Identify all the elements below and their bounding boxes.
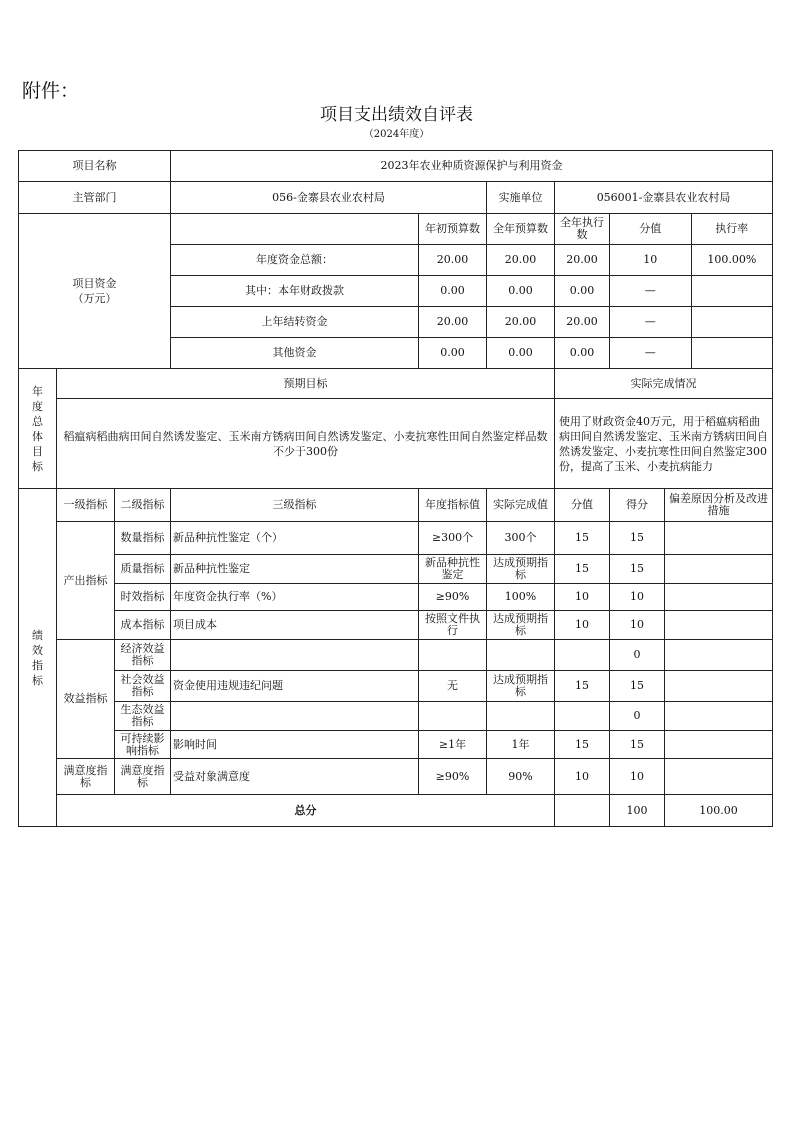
- header-reason: 偏差原因分析及改进措施: [665, 489, 773, 522]
- funds-row-init: 0.00: [419, 338, 487, 369]
- header-score-val: 分值: [555, 489, 610, 522]
- funds-row-name: 其中：本年财政拨款: [171, 276, 419, 307]
- indicator-level2: 社会效益指标: [115, 671, 171, 702]
- header-level1: 一级指标: [57, 489, 115, 522]
- header-actual: 实际完成值: [487, 489, 555, 522]
- indicator-reason: [665, 555, 773, 584]
- indicator-reason: [665, 702, 773, 731]
- indicator-score-val: 10: [555, 611, 610, 640]
- indicator-score: 15: [610, 555, 665, 584]
- indicator-score: 10: [610, 611, 665, 640]
- goals-label: 年 度 总 体 目 标: [19, 369, 57, 489]
- indicator-level2: 成本指标: [115, 611, 171, 640]
- indicator-reason: [665, 640, 773, 671]
- indicator-level2: 数量指标: [115, 522, 171, 555]
- indicator-score: 0: [610, 702, 665, 731]
- benefit-indicators-label: 效益指标: [57, 640, 115, 759]
- funds-row-score-val: —: [610, 338, 692, 368]
- funds-row-split: [610, 245, 773, 276]
- indicator-actual: 达成预期指标: [487, 671, 555, 702]
- funds-row-split: [610, 307, 773, 338]
- funds-row-init: 0.00: [419, 276, 487, 307]
- indicator-level2: 质量指标: [115, 555, 171, 584]
- indicator-score-val: [555, 702, 610, 731]
- funds-row-exec: 0.00: [555, 338, 610, 369]
- indicator-reason: [665, 759, 773, 795]
- header-level3: 三级指标: [171, 489, 419, 522]
- indicator-reason: [665, 671, 773, 702]
- indicator-score: 10: [610, 759, 665, 795]
- indicator-score-val: 15: [555, 522, 610, 555]
- output-indicators-label: 产出指标: [57, 522, 115, 640]
- indicator-target: ≥300个: [419, 522, 487, 555]
- indicator-level2: 满意度指标: [115, 759, 171, 795]
- indicator-actual: 300个: [487, 522, 555, 555]
- indicator-score-val: 15: [555, 555, 610, 584]
- indicator-actual: 100%: [487, 584, 555, 611]
- unit-label: 实施单位: [487, 182, 555, 214]
- funds-row-score-val: 10: [610, 245, 692, 275]
- goals-expected-text: 稻瘟病稻曲病田间自然诱发鉴定、玉米南方锈病田间自然诱发鉴定、小麦抗寒性田间自然鉴定样品数不少于300份: [57, 399, 555, 489]
- indicator-target: 新品种抗性鉴定: [419, 555, 487, 584]
- indicators-label: 绩 效 指 标: [19, 489, 57, 827]
- indicator-reason: [665, 522, 773, 555]
- header-target: 年度指标值: [419, 489, 487, 522]
- indicator-level2: 可持续影响指标: [115, 731, 171, 759]
- funds-header-init: 年初预算数: [419, 214, 487, 245]
- funds-row-rate: [692, 276, 773, 306]
- indicator-score-val: [555, 640, 610, 671]
- page-title: 项目支出绩效自评表: [320, 105, 473, 125]
- goals-actual-text: 使用了财政资金40万元，用于稻瘟病稻曲病田间自然诱发鉴定、玉米南方锈病田间自然诱发鉴定、小麦抗寒性田间自然鉴定300份，提高了玉米、小麦抗病能力: [555, 399, 773, 489]
- funds-header-full: 全年预算数: [487, 214, 555, 245]
- total-score: 100.00: [665, 795, 773, 827]
- indicator-level2: 生态效益指标: [115, 702, 171, 731]
- indicator-level3: [171, 702, 419, 731]
- project-name-label: 项目名称: [19, 151, 171, 182]
- funds-row-init: 20.00: [419, 307, 487, 338]
- indicator-level2: 经济效益指标: [115, 640, 171, 671]
- funds-row-split: [610, 276, 773, 307]
- goals-actual-label: 实际完成情况: [555, 369, 773, 399]
- indicator-actual: [487, 702, 555, 731]
- indicator-score: 0: [610, 640, 665, 671]
- indicator-level3: 年度资金执行率（%）: [171, 584, 419, 611]
- funds-row-full: 20.00: [487, 307, 555, 338]
- header-score: 得分: [610, 489, 665, 522]
- funds-row-name: 上年结转资金: [171, 307, 419, 338]
- indicator-score: 15: [610, 731, 665, 759]
- funds-row-score-val: —: [610, 276, 692, 306]
- indicator-reason: [665, 611, 773, 640]
- funds-row-name: 其他资金: [171, 338, 419, 369]
- indicator-level3: 资金使用违规违纪问题: [171, 671, 419, 702]
- indicator-score: 10: [610, 584, 665, 611]
- project-name: 2023年农业种质资源保护与利用资金: [171, 151, 773, 182]
- funds-header-blank: [171, 214, 419, 245]
- indicator-level3: 影响时间: [171, 731, 419, 759]
- dept-label: 主管部门: [19, 182, 171, 214]
- indicator-target: [419, 640, 487, 671]
- funds-row-full: 0.00: [487, 276, 555, 307]
- indicator-level2: 时效指标: [115, 584, 171, 611]
- indicator-level3: 受益对象满意度: [171, 759, 419, 795]
- indicator-actual: 90%: [487, 759, 555, 795]
- funds-header-exec: 全年执行数: [555, 214, 610, 245]
- indicator-actual: 1年: [487, 731, 555, 759]
- indicator-target: 无: [419, 671, 487, 702]
- indicator-score: 15: [610, 671, 665, 702]
- indicator-target: ≥1年: [419, 731, 487, 759]
- indicator-score-val: 15: [555, 671, 610, 702]
- total-score-val: 100: [610, 795, 665, 827]
- year-subtitle: （2024年度）: [363, 129, 430, 140]
- satisfaction-indicators-label: 满意度指标: [57, 759, 115, 795]
- indicator-score: 15: [610, 522, 665, 555]
- header-level2: 二级指标: [115, 489, 171, 522]
- indicator-score-val: 10: [555, 584, 610, 611]
- goals-expected-label: 预期目标: [57, 369, 555, 399]
- unit-value: 056001-金寨县农业农村局: [555, 182, 773, 214]
- indicator-actual: 达成预期指标: [487, 555, 555, 584]
- funds-row-split: [610, 338, 773, 369]
- indicator-level3: 新品种抗性鉴定（个）: [171, 522, 419, 555]
- funds-header-split: [610, 214, 773, 245]
- funds-header-score-val: 分值: [610, 214, 692, 244]
- attachment-label: 附件：: [22, 80, 80, 102]
- indicator-target: ≥90%: [419, 584, 487, 611]
- funds-row-exec: 20.00: [555, 245, 610, 276]
- indicator-target: [419, 702, 487, 731]
- indicator-score-val: 15: [555, 731, 610, 759]
- total-label: 总分: [57, 795, 555, 827]
- funds-row-full: 20.00: [487, 245, 555, 276]
- indicator-score-val: 10: [555, 759, 610, 795]
- dept-value: 056-金寨县农业农村局: [171, 182, 487, 214]
- indicator-target: ≥90%: [419, 759, 487, 795]
- funds-row-exec: 20.00: [555, 307, 610, 338]
- funds-label: 项目资金 （万元）: [19, 214, 171, 369]
- funds-row-exec: 0.00: [555, 276, 610, 307]
- indicator-level3: 新品种抗性鉴定: [171, 555, 419, 584]
- funds-row-rate: [692, 307, 773, 337]
- evaluation-table: [18, 150, 773, 827]
- indicator-reason: [665, 731, 773, 759]
- funds-row-score-val: —: [610, 307, 692, 337]
- funds-header-rate: 执行率: [715, 222, 749, 235]
- funds-row-init: 20.00: [419, 245, 487, 276]
- indicator-actual: 达成预期指标: [487, 611, 555, 640]
- indicator-reason: [665, 584, 773, 611]
- indicator-level3: [171, 640, 419, 671]
- total-actual: [555, 795, 610, 827]
- indicator-level3: 项目成本: [171, 611, 419, 640]
- indicator-actual: [487, 640, 555, 671]
- funds-row-rate: 100.00%: [707, 253, 757, 266]
- indicator-target: 按照文件执行: [419, 611, 487, 640]
- funds-row-rate: [692, 338, 773, 368]
- funds-row-full: 0.00: [487, 338, 555, 369]
- funds-row-name: 年度资金总额：: [171, 245, 419, 276]
